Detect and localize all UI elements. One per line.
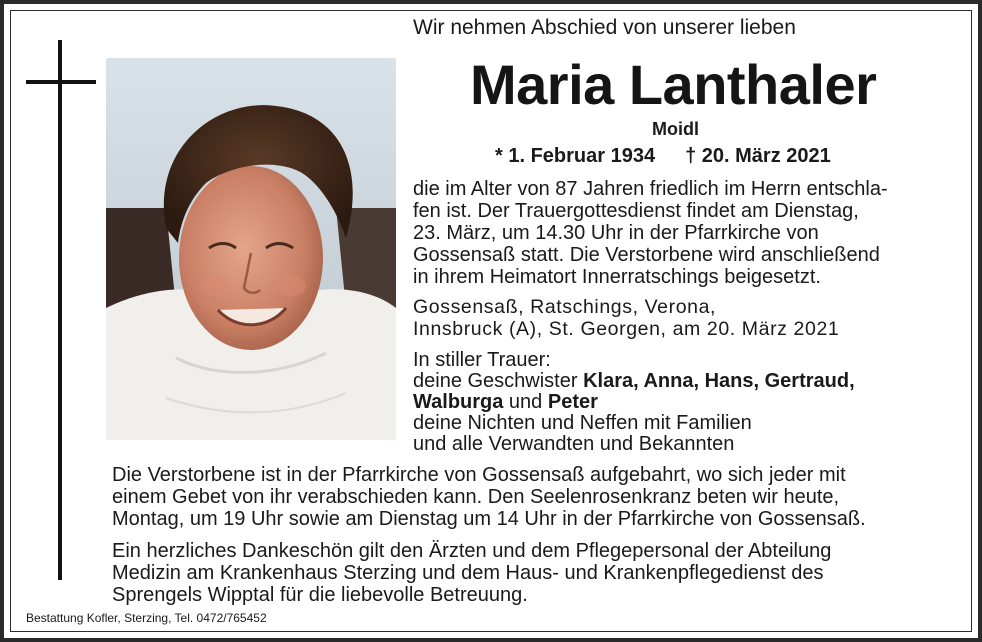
paragraph-line: Gossensaß statt. Die Verstorbene wird anschließend bbox=[413, 244, 880, 266]
paragraph-line: Montag, um 19 Uhr sowie am Dienstag um 14 Uhr in der Pfarrkirche von Gossensaß. bbox=[112, 508, 866, 530]
paragraph-line: Innsbruck (A), St. Georgen, am 20. März 2021 bbox=[413, 318, 840, 340]
siblings-line: deine Geschwister Klara, Anna, Hans, Gertraud, bbox=[413, 370, 855, 392]
paragraph-line: in ihrem Heimatort Innerratschings beigesetzt. bbox=[413, 266, 821, 288]
paragraph-line: einem Gebet von ihr verabschieden kann. Den Seelenrosenkranz beten wir heute, bbox=[112, 486, 840, 508]
paragraph-line: fen ist. Der Trauergottesdienst findet am Dienstag, bbox=[413, 200, 859, 222]
laying-in-state-paragraph bbox=[112, 464, 957, 530]
portrait-photo bbox=[106, 58, 396, 440]
life-dates bbox=[495, 145, 831, 168]
paragraph-line: Gossensaß, Ratschings, Verona, bbox=[413, 296, 717, 318]
mourners-heading: In stiller Trauer: bbox=[413, 349, 551, 371]
paragraph-line: 23. März, um 14.30 Uhr in der Pfarrkirche von bbox=[413, 222, 819, 244]
paragraph-line: die im Alter von 87 Jahren friedlich im Herrn entschla- bbox=[413, 178, 888, 200]
places-date-line bbox=[413, 296, 953, 340]
funeral-mass-paragraph bbox=[413, 178, 953, 288]
mourners-block bbox=[413, 350, 855, 455]
siblings-line-2: Walburga und Peter bbox=[413, 391, 598, 413]
paragraph-line: Medizin am Krankenhaus Sterzing und dem Haus- und Krankenpflegedienst des bbox=[112, 562, 824, 584]
siblings-names: Klara, Anna, Hans, Gertraud, bbox=[583, 370, 855, 392]
intro-line: Wir nehmen Abschied von unserer lieben bbox=[413, 16, 796, 39]
thanks-paragraph bbox=[112, 540, 957, 606]
nieces-line: deine Nichten und Neffen mit Familien bbox=[413, 412, 752, 434]
paragraph-line: Sprengels Wipptal für die liebevolle Betreuung. bbox=[112, 584, 528, 606]
birth-date: * 1. Februar 1934 bbox=[495, 145, 656, 167]
paragraph-line: Ein herzliches Dankeschön gilt den Ärzten und dem Pflegepersonal der Abteilung bbox=[112, 540, 832, 562]
deceased-name: Maria Lanthaler bbox=[470, 53, 877, 116]
paragraph-line: Die Verstorbene ist in der Pfarrkirche von Gossensaß aufgebahrt, wo sich jeder mit bbox=[112, 464, 846, 486]
death-date: † 20. März 2021 bbox=[685, 145, 831, 167]
relatives-line: und alle Verwandten und Bekannten bbox=[413, 433, 735, 455]
portrait-image bbox=[106, 58, 396, 440]
deceased-nickname: Moidl bbox=[652, 119, 699, 139]
undertaker-credit: Bestattung Kofler, Sterzing, Tel. 0472/765452 bbox=[26, 611, 267, 625]
